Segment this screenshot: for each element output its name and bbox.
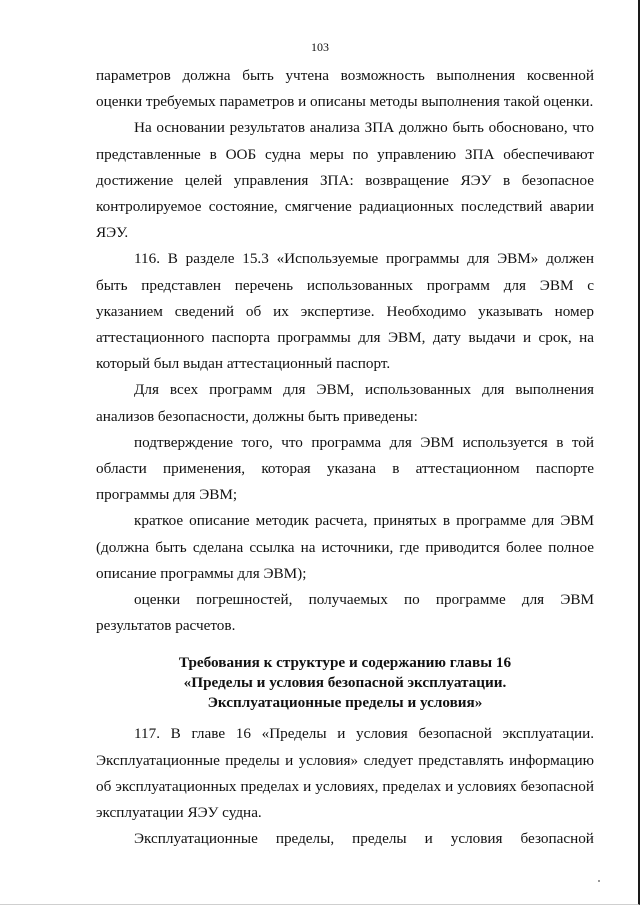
paragraph-116: 116. В разделе 15.3 «Используемые программы для ЭВМ» должен быть представлен перечень использованных программ для ЭВМ с указанием сведений об их экспертизе. Необходимо указывать номер аттестационного паспорта программы для ЭВМ, дату выдачи и срок, на который был выдан аттестационный паспорт. xyxy=(96,250,594,373)
paragraph-117: 117. В главе 16 «Пределы и условия безопасной эксплуатации. Эксплуатационные пределы и условия» следует представлять информацию об эксплуатационных пределах и условиях, пределах и условиях безопасной эксплуатации ЯЭУ судна. xyxy=(96,725,594,822)
last-line-word: пределы xyxy=(352,830,407,848)
paragraph-zpa-justification: На основании результатов анализа ЗПА должно быть обосновано, что представленные в ООБ судна меры по управлению ЗПА обеспечивают достижение целей управления ЗПА: возвращение ЯЭУ в безопасное контролируемое состояние, смягчение радиационных последствий аварии ЯЭУ. xyxy=(96,119,594,242)
last-line-word: пределы, xyxy=(275,830,335,848)
last-line-word: условия xyxy=(450,830,503,848)
paragraph-last-line xyxy=(134,826,594,852)
heading-line-1: Требования к структуре и содержанию главы 16 xyxy=(178,654,512,672)
scan-speck xyxy=(598,880,600,882)
paragraph-software-intro: Для всех программ для ЭВМ, использованных для выполнения анализов безопасности, должны быть приведены: xyxy=(96,381,594,425)
page-body xyxy=(96,63,594,852)
list-item-error-estimates: оценки погрешностей, получаемых по программе для ЭВМ результатов расчетов. xyxy=(96,591,594,635)
last-line-word: безопасной xyxy=(520,830,594,848)
list-item-confirmation: подтверждение того, что программа для ЭВМ используется в той области применения, которая указана в аттестационном паспорте программы для ЭВМ; xyxy=(96,433,594,504)
paragraph-continuation: параметров должна быть учтена возможность выполнения косвенной оценки требуемых параметров и описаны методы выполнения такой оценки. xyxy=(96,67,594,111)
heading-line-2: «Пределы и условия безопасной эксплуатации. xyxy=(183,674,507,692)
list-item-method-description: краткое описание методик расчета, принятых в программе для ЭВМ (должна быть сделана ссылка на источники, где приводится более полное описание программы для ЭВМ); xyxy=(96,512,594,582)
heading-line-3: Эксплуатационные пределы и условия» xyxy=(207,694,483,712)
last-line-word: Эксплуатационные xyxy=(134,830,258,848)
section-heading-chapter-16 xyxy=(96,653,594,713)
last-line-word: и xyxy=(424,830,433,848)
page-number: 103 xyxy=(311,40,329,54)
